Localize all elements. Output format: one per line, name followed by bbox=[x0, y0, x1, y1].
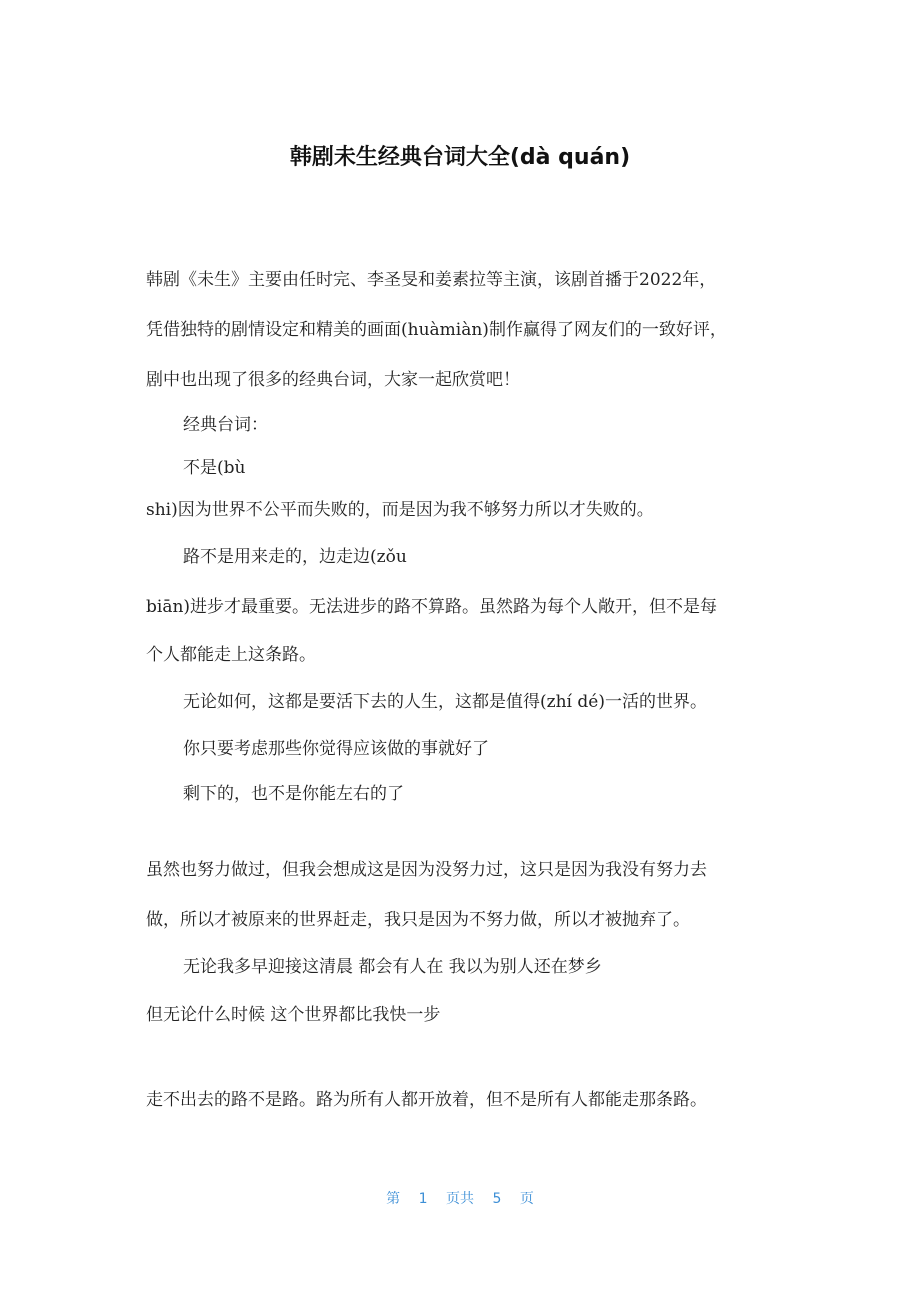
current-page-number: 1 bbox=[418, 1191, 428, 1207]
paragraph-line: biān)进步才最重要。无法进步的路不算路。虽然路为每个人敞开，但不是每 bbox=[146, 597, 718, 617]
paragraph-line: 无论我多早迎接这清晨 都会有人在 我以为别人还在梦乡 bbox=[183, 957, 602, 977]
paragraph-line: 韩剧《未生》主要由任时完、李圣旻和姜素拉等主演，该剧首播于2022年， bbox=[146, 270, 717, 290]
paragraph-line: 无论如何，这都是要活下去的人生，这都是值得(zhí dé)一活的世界。 bbox=[183, 692, 707, 712]
paragraph-line: 虽然也努力做过，但我会想成这是因为没努力过，这只是因为我没有努力去 bbox=[146, 860, 707, 880]
paragraph-line: 剩下的，也不是你能左右的了 bbox=[183, 784, 404, 804]
document-title: 韩剧未生经典台词大全(dà quán) bbox=[289, 145, 631, 170]
paragraph-line: 做，所以才被原来的世界赶走，我只是因为不努力做，所以才被抛弃了。 bbox=[146, 910, 690, 930]
page-prefix: 第 bbox=[386, 1191, 401, 1207]
paragraph-line: 凭借独特的剧情设定和精美的画面(huàmiàn)制作赢得了网友们的一致好评， bbox=[146, 320, 727, 340]
total-pages: 5 bbox=[492, 1191, 502, 1207]
paragraph-line: shi)因为世界不公平而失败的，而是因为我不够努力所以才失败的。 bbox=[146, 500, 654, 520]
paragraph-line: 路不是用来走的，边走边(zǒu bbox=[183, 547, 407, 567]
paragraph-line: 个人都能走上这条路。 bbox=[146, 645, 316, 665]
paragraph-line: 但无论什么时候 这个世界都比我快一步 bbox=[146, 1005, 441, 1025]
paragraph-line: 不是(bù bbox=[183, 458, 246, 478]
page-mid: 页共 bbox=[446, 1191, 474, 1207]
paragraph-line: 你只要考虑那些你觉得应该做的事就好了 bbox=[183, 739, 489, 759]
page-footer bbox=[0, 1188, 920, 1208]
paragraph-line: 剧中也出现了很多的经典台词，大家一起欣赏吧！ bbox=[146, 370, 520, 390]
page-suffix: 页 bbox=[519, 1191, 534, 1207]
paragraph-line: 走不出去的路不是路。路为所有人都开放着，但不是所有人都能走那条路。 bbox=[146, 1090, 707, 1110]
section-heading: 经典台词： bbox=[183, 415, 268, 435]
